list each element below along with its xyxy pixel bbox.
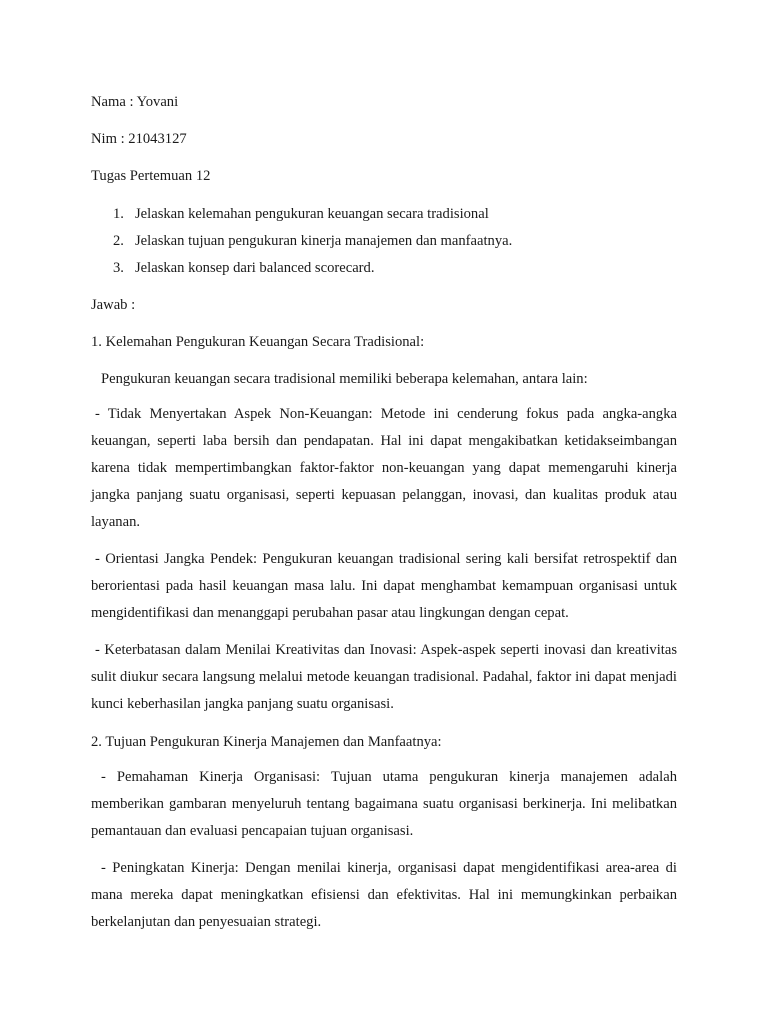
question-text: Jelaskan kelemahan pengukuran keuangan secara tradisional [135,206,489,222]
question-text: Jelaskan tujuan pengukuran kinerja manajemen dan manfaatnya. [135,233,513,249]
section-1-heading: 1. Kelemahan Pengukuran Keuangan Secara Tradisional: [91,334,425,350]
section-1-intro: Pengukuran keuangan secara tradisional memiliki beberapa kelemahan, antara lain: [101,371,588,387]
task-title: Tugas Pertemuan 12 [91,168,211,184]
question-item [113,232,512,250]
student-nim: Nim : 21043127 [91,131,187,147]
question-text: Jelaskan konsep dari balanced scorecard. [135,260,375,276]
section-1-point: - Tidak Menyertakan Aspek Non-Keuangan: Metode ini cenderung fokus pada angka-angka keuangan, seperti laba bersih dan pendapatan. Hal ini dapat mengakibatkan ketidakseimbangan karena tidak mempertimbangkan faktor-faktor non-keuangan yang dapat memengaruhi kinerja jangka panjang suatu organisasi, seperti kepuasan pelanggan, inovasi, dan kualitas produk atau layanan. [91,406,677,530]
question-number: 2. [113,233,124,249]
answer-label: Jawab : [91,297,136,313]
student-name: Nama : Yovani [91,94,179,110]
section-1-point: - Orientasi Jangka Pendek: Pengukuran keuangan tradisional sering kali bersifat retrospektif dan berorientasi pada hasil keuangan masa lalu. Ini dapat menghambat kemampuan organisasi untuk mengidentifikasi dan menanggapi perubahan pasar atau lingkungan dengan cepat. [91,551,677,621]
section-2-heading: 2. Tujuan Pengukuran Kinerja Manajemen dan Manfaatnya: [91,734,442,750]
section-2-point: - Pemahaman Kinerja Organisasi: Tujuan utama pengukuran kinerja manajemen adalah memberikan gambaran menyeluruh tentang bagaimana suatu organisasi berkinerja. Ini melibatkan pemantauan dan evaluasi pencapaian tujuan organisasi. [91,769,677,839]
question-item [113,205,489,223]
section-1-point: - Keterbatasan dalam Menilai Kreativitas dan Inovasi: Aspek-aspek seperti inovasi dan kreativitas sulit diukur secara langsung melalui metode keuangan tradisional. Padahal, faktor ini dapat menjadi kunci keberhasilan jangka panjang suatu organisasi. [91,642,677,712]
section-2-point: - Peningkatan Kinerja: Dengan menilai kinerja, organisasi dapat mengidentifikasi area-area di mana mereka dapat meningkatkan efisiensi dan efektivitas. Hal ini memungkinkan perbaikan berkelanjutan dan penyesuaian strategi. [91,860,677,930]
question-item [113,259,374,277]
question-number: 1. [113,206,124,222]
question-number: 3. [113,260,124,276]
